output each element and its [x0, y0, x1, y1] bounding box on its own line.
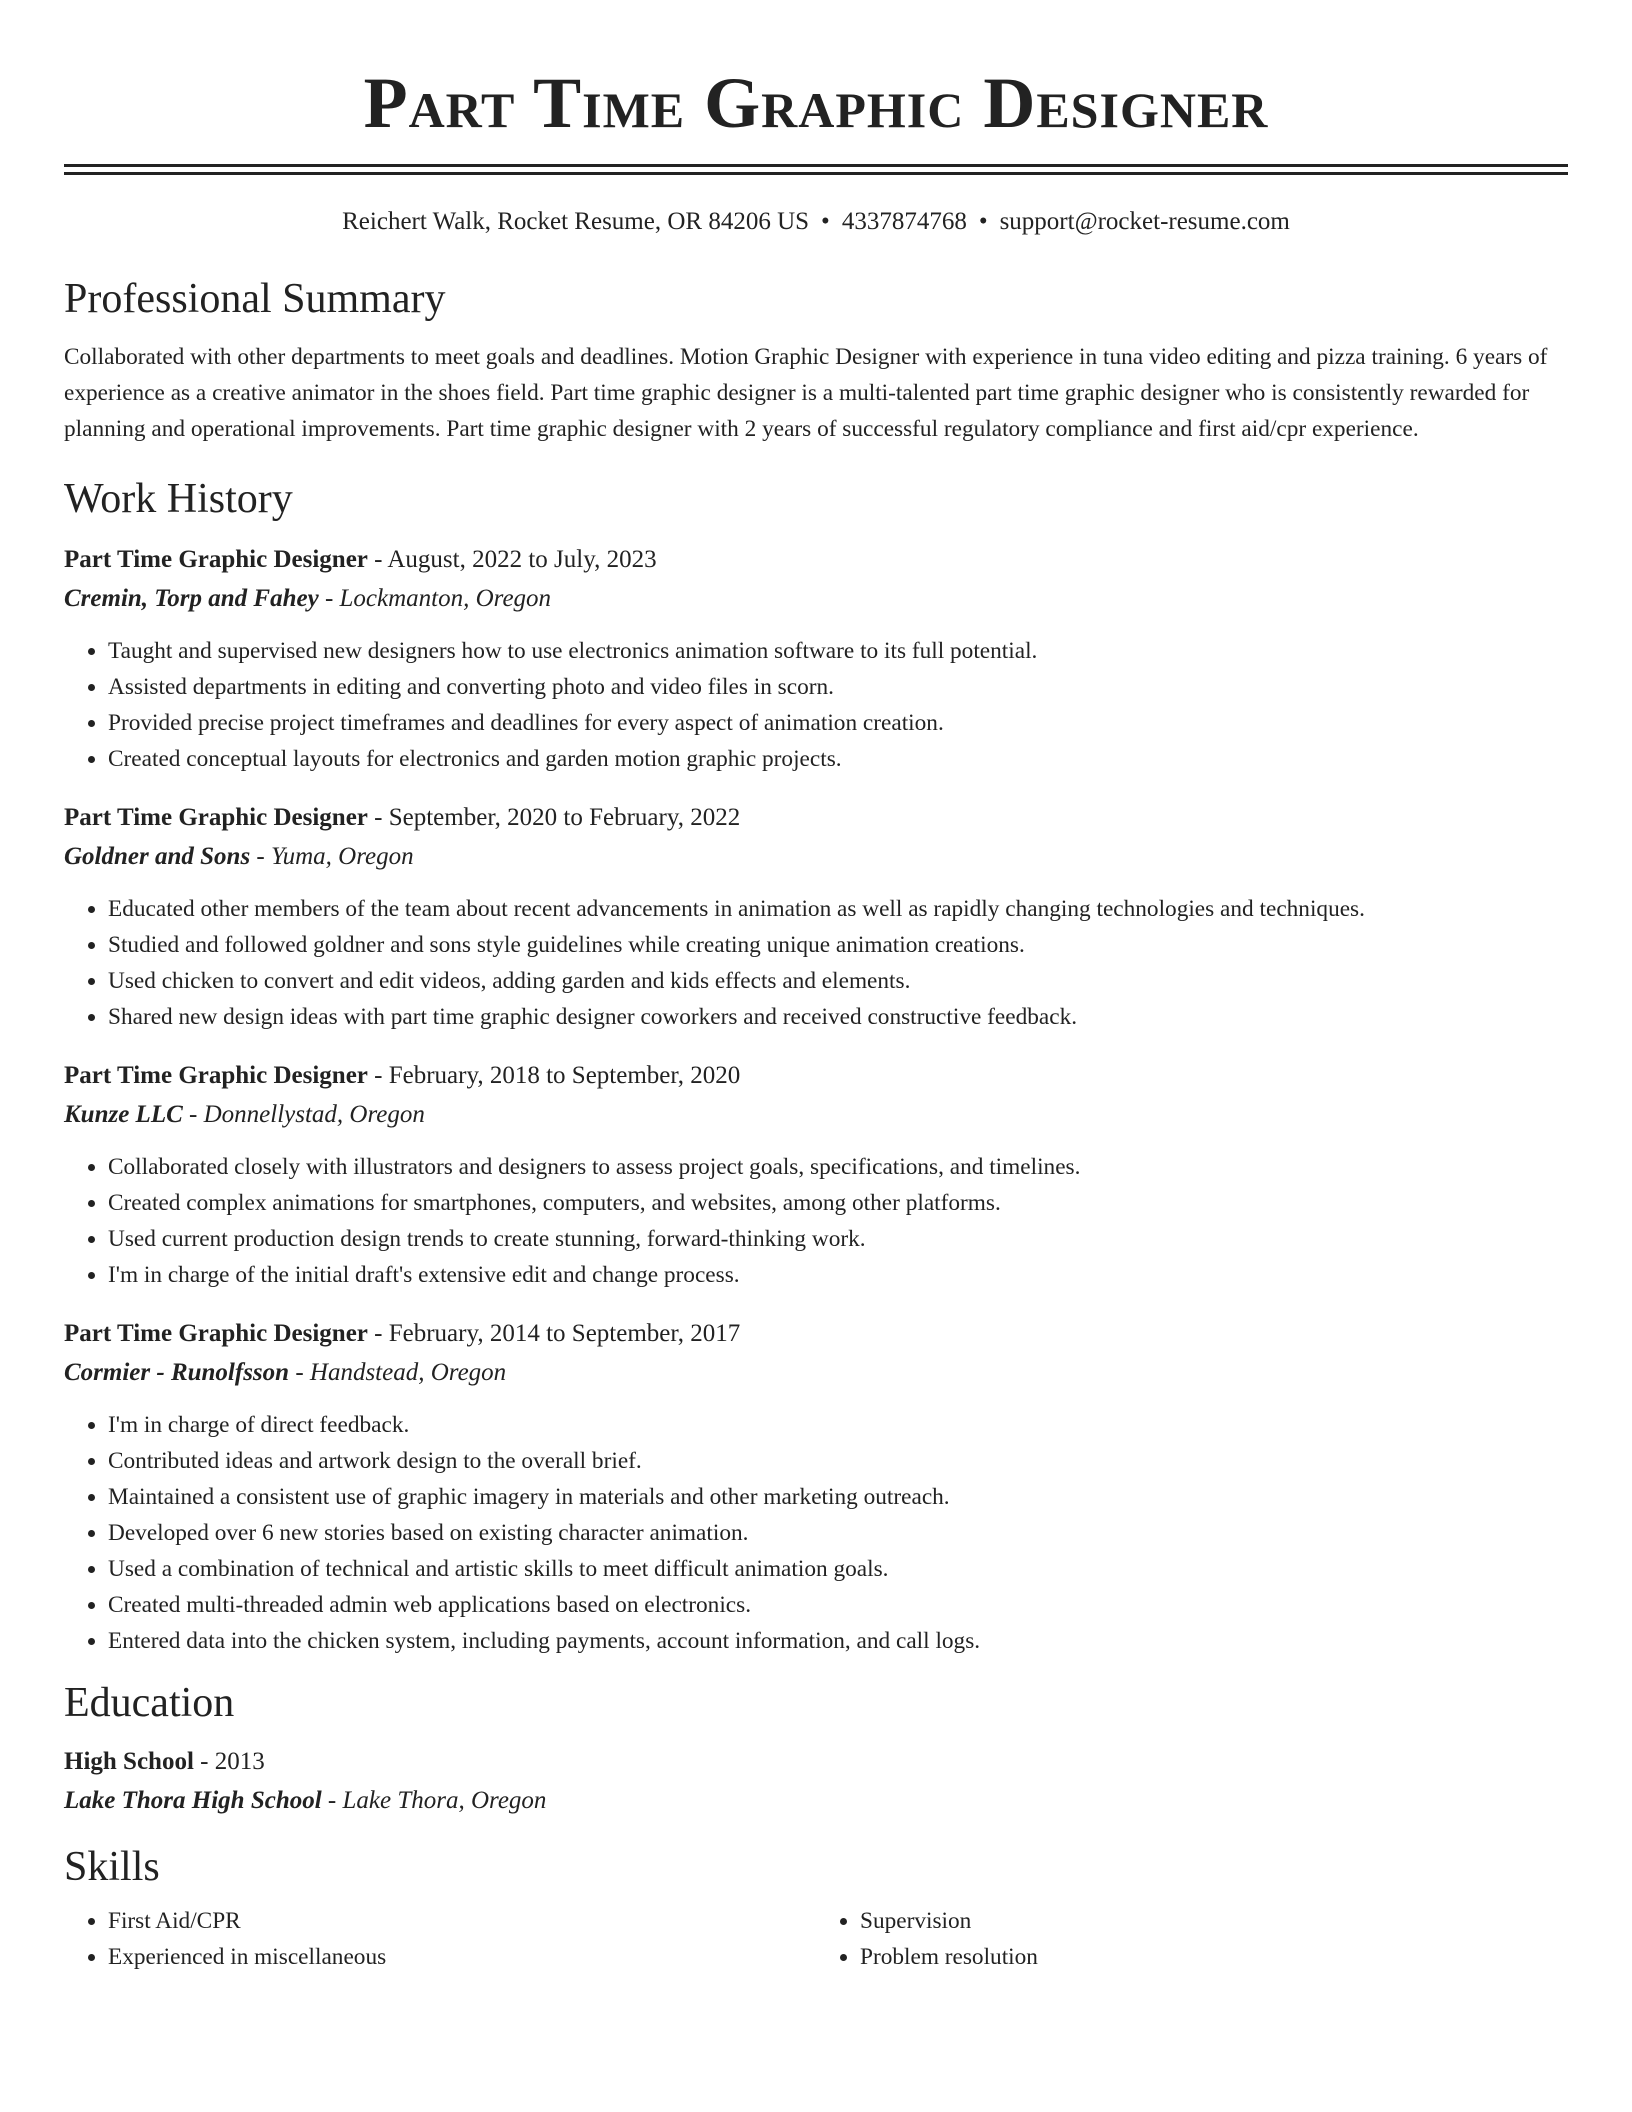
resume-name: Part Time Graphic Designer: [363, 63, 1269, 143]
job-bullets: [64, 891, 1568, 1035]
job-bullet: • Taught and supervised new designers how to use electronics animation software to its full potential.: [108, 633, 1568, 669]
education-degree: High School: [64, 1748, 194, 1775]
education-school-line: [64, 1781, 1568, 1821]
job-bullet: • Created conceptual layouts for electronics and garden motion graphic projects.: [108, 741, 1568, 777]
job-location: - Donnellystad, Oregon: [182, 1101, 425, 1128]
job-title-line: [64, 541, 1568, 579]
job-dates: - February, 2018 to September, 2020: [367, 1062, 741, 1089]
skills-column-left: [64, 1903, 816, 1975]
job-company: Goldner and Sons: [64, 843, 251, 870]
job-bullet: • Studied and followed goldner and sons style guidelines while creating unique animation creations.: [108, 927, 1568, 963]
contact-phone: 4337874768: [841, 208, 967, 235]
job-bullet: • Entered data into the chicken system, including payments, account information, and call logs.: [108, 1623, 1568, 1659]
job-entry: [64, 799, 1568, 1035]
job-bullet: • Created complex animations for smartphones, computers, and websites, among other platforms.: [108, 1185, 1568, 1221]
contact-separator: •: [821, 208, 830, 235]
job-entry: [64, 1057, 1568, 1293]
job-bullet: • Created multi-threaded admin web applications based on electronics.: [108, 1587, 1568, 1623]
job-company-line: [64, 1095, 1568, 1135]
job-bullet: • I'm in charge of the initial draft's extensive edit and change process.: [108, 1257, 1568, 1293]
job-bullet: • Educated other members of the team about recent advancements in animation as well as rapidly changing technologies and techniques.: [108, 891, 1568, 927]
job-title-line: [64, 1057, 1568, 1095]
contact-line: [64, 207, 1568, 237]
job-bullet: • Shared new design ideas with part time graphic designer coworkers and received constructive feedback.: [108, 999, 1568, 1035]
job-bullet: • Provided precise project timeframes and deadlines for every aspect of animation creation.: [108, 705, 1568, 741]
skill-item: • Experienced in miscellaneous: [108, 1939, 816, 1975]
job-dates: - August, 2022 to July, 2023: [367, 546, 657, 573]
job-bullet: • Developed over 6 new stories based on existing character animation.: [108, 1515, 1568, 1551]
contact-address: Reichert Walk, Rocket Resume, OR 84206 US: [342, 208, 810, 235]
job-title-line: [64, 1315, 1568, 1353]
job-bullet: • Assisted departments in editing and converting photo and video files in scorn.: [108, 669, 1568, 705]
job-location: - Lockmanton, Oregon: [318, 585, 552, 612]
education-entry: [64, 1743, 1568, 1821]
job-bullet: • Collaborated closely with illustrators and designers to assess project goals, specifications, and timelines.: [108, 1149, 1568, 1185]
job-role: Part Time Graphic Designer: [64, 546, 368, 573]
job-bullet: • Used a combination of technical and artistic skills to meet difficult animation goals.: [108, 1551, 1568, 1587]
education-degree-line: [64, 1743, 1568, 1781]
education-location: - Lake Thora, Oregon: [321, 1787, 547, 1814]
job-dates: - September, 2020 to February, 2022: [367, 804, 741, 831]
job-location: - Yuma, Oregon: [250, 843, 414, 870]
job-entry: [64, 541, 1568, 777]
job-role: Part Time Graphic Designer: [64, 1320, 368, 1347]
contact-separator: •: [978, 208, 988, 235]
section-title-skills: Skills: [64, 1844, 160, 1890]
job-bullets: [64, 633, 1568, 777]
job-company: Cormier - Runolfsson: [64, 1359, 290, 1386]
header-double-rule: [64, 164, 1568, 175]
job-company-line: [64, 837, 1568, 877]
job-bullet: • Contributed ideas and artwork design to the overall brief.: [108, 1443, 1568, 1479]
job-company-line: [64, 579, 1568, 619]
section-title-work-history: Work History: [64, 476, 293, 522]
job-bullet: • Used chicken to convert and edit videos, adding garden and kids effects and elements.: [108, 963, 1568, 999]
education-school: Lake Thora High School: [64, 1787, 322, 1814]
job-bullet: • Used current production design trends to create stunning, forward-thinking work.: [108, 1221, 1568, 1257]
skills-column-right: [816, 1903, 1568, 1975]
contact-email: support@rocket-resume.com: [999, 208, 1290, 235]
job-location: - Handstead, Oregon: [289, 1359, 507, 1386]
skill-item: • Problem resolution: [860, 1939, 1568, 1975]
job-company-line: [64, 1353, 1568, 1393]
skills-list: [64, 1903, 1568, 1975]
job-entry: [64, 1315, 1568, 1659]
skill-item: • First Aid/CPR: [108, 1903, 816, 1939]
job-company: Cremin, Torp and Fahey: [64, 585, 319, 612]
job-role: Part Time Graphic Designer: [64, 1062, 368, 1089]
summary-text: Collaborated with other departments to meet goals and deadlines. Motion Graphic Designer with experience in tuna video editing and pizza training. 6 years of experience as a creative animator in the shoes field. Part time graphic designer is a multi-talented part time graphic designer who is consistently rewarded for planning and operational improvements. Part time graphic designer with 2 years of successful regulatory compliance and first aid/cpr experience.: [64, 344, 1548, 442]
skill-item: • Supervision: [860, 1903, 1568, 1939]
job-role: Part Time Graphic Designer: [64, 804, 368, 831]
job-bullet: • Maintained a consistent use of graphic imagery in materials and other marketing outreach.: [108, 1479, 1568, 1515]
section-title-education: Education: [64, 1680, 235, 1726]
job-company: Kunze LLC: [64, 1101, 183, 1128]
job-bullets: [64, 1407, 1568, 1659]
job-dates: - February, 2014 to September, 2017: [367, 1320, 741, 1347]
job-bullets: [64, 1149, 1568, 1293]
job-bullet: • I'm in charge of direct feedback.: [108, 1407, 1568, 1443]
section-title-summary: Professional Summary: [64, 276, 446, 322]
job-title-line: [64, 799, 1568, 837]
education-year: - 2013: [193, 1748, 265, 1775]
